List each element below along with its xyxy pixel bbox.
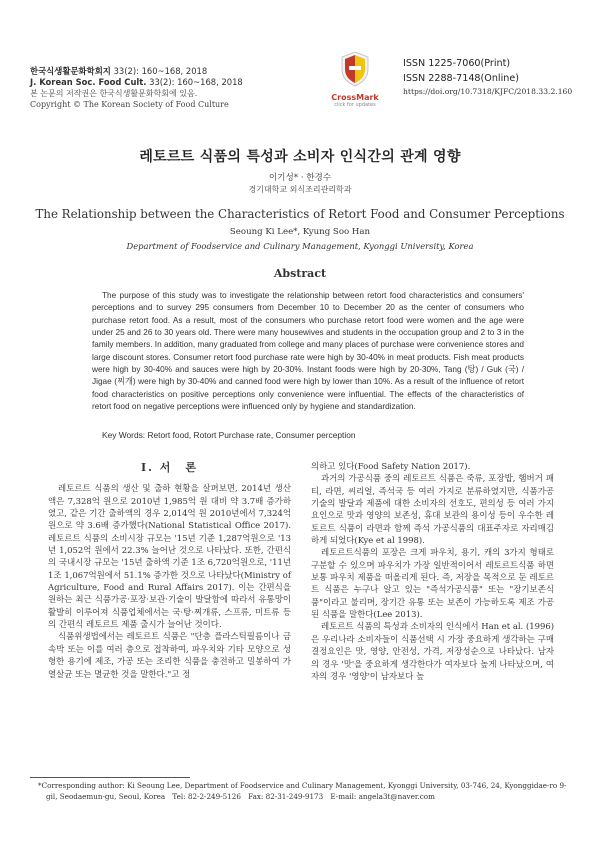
issn-block: [403, 56, 573, 98]
title-english: The Relationship between the Characteristics of Retort Food and Consumer Perceptions: [35, 207, 565, 221]
paragraph: 과거의 가공식품 중의 레토르트 식품은 죽류, 포장밥, 햄버거 패티, 라면, 씨리얼, 즉석국 등 여러 가지로 분류하였지만, 식품가공기술의 발달과 제품에 대한 소비자의 선호도, 편의성 등 여러 가지 요인으로 맛과 영양의 보존성, 휴대 보관의 용이성 등이 우수한 레토르트 식품이 라면과 함께 즉석 가공식품의 대표주자로 자리매김 하게 되었다(Kye et al 1998).: [311, 473, 554, 546]
journal-en-name: J. Korean Soc. Food Cult.: [30, 77, 147, 87]
title-korean: 레토르트 식품의 특성과 소비자 인식간의 관계 영향: [139, 149, 461, 165]
crossmark-badge[interactable]: [320, 50, 390, 108]
issn-online: ISSN 2288-7148(Online): [403, 73, 519, 84]
body-column-left: [48, 460, 291, 680]
corresponding-author-footnote: *Corresponding author: Ki Seoung Lee, Department of Foodservice and Culinary Management, Kyonggi University, 03-746, 24, Kyonggidae-ro 9-gil, Seodaemun-gu, Seoul, Korea Tel: 82-2-249-5126 Fax: 82-31-249-9173 E-mail: angela3t@naver.com: [38, 781, 567, 801]
license-note: 본 논문의 저작권은 한국식생활문화학회에 있음.: [30, 89, 198, 98]
crossmark-label: CrossMark: [331, 93, 379, 102]
paragraph: 레토르트식품의 포장은 크게 파우치, 용기, 캐의 3가지 형태로 구분할 수 있으며 파우치가 가장 일반적이어서 레토르트식품 하면 보통 파우치 제품을 떠올리게 된다. 즉, 저장을 목적으로 둔 레토르트 식품은 누구나 알고 있는 "즉석가공식품" 또는 "장기보존식품"이라고 불리며, 장기간 유통 또는 보존이 가능하도록 제조 가공된 식품을 말한다(Lee 2013).: [311, 547, 554, 620]
footnote-divider: [30, 777, 190, 778]
authors-korean: 이기성* · 한경수: [268, 173, 332, 183]
issn-print: ISSN 1225-7060(Print): [403, 58, 511, 69]
crossmark-icon: [338, 50, 372, 88]
paragraph: 식품위생법에서는 레토르트 식품은 "단층 플라스틱필름이나 금속박 또는 이를 여러 층으로 접착하여, 파우치와 기타 모양으로 성형한 용기에 제조, 가공 또는 조리한 식품을 충전하고 밀봉하여 가열살균 또는 멸균한 것을 말한다."고 정: [48, 631, 291, 679]
paragraph: 레토르트 식품의 특성과 소비자의 인식에서 Han et al. (1996)은 우리나라 소비자들이 식품선택 시 가장 중요하게 생각하는 구매 결정요인은 맛, 영양, 안전성, 가격, 저장성순으로 나타났다. 남자의 경우 '맛'을 중요하게 생각한다가 여자보다 높게 나타났으며, 여자의 경우 '영양'이 남자보다 높: [311, 621, 554, 681]
journal-en-ref: 33(2): 160~168, 2018: [146, 77, 243, 87]
journal-en-line: [30, 77, 310, 88]
section-heading-introduction: Ⅰ. 서 론: [140, 461, 199, 474]
crossmark-sub: click for updates: [334, 102, 376, 108]
keywords: Key Words: Retort food, Rotort Purchase rate, Consumer perception: [102, 430, 356, 440]
affiliation-english: Department of Foodservice and Culinary Management, Kyonggi University, Korea: [126, 241, 474, 251]
affiliation-korean: 경기대학교 외식조리관리학과: [248, 185, 352, 194]
journal-kr-ref: 33(2): 160~168, 2018: [110, 66, 208, 76]
journal-kr-line: [30, 66, 310, 77]
authors-english: Seoung Ki Lee*, Kyung Soo Han: [229, 227, 371, 237]
abstract-text: The purpose of this study was to investigate the relationship between retort food characteristics and consumers' perceptions and to survey 295 consumers from December 10 to December 20 as the center of consumers who purchase retort food. As a result, most of the consumers who purchase retort food were women and the age were under 25 and 26 to 30 years old. There were many housewives and students in the occupation group and 2 to 3 in the family members. In addition, many graduated from college and many places of purchase were convenience stores and large discount stores. Consumer retort food purchase rate were high by 30-40% in meat products. Fish meat products were high by 30-40% and sauces were high by 20-30%. Instant foods were high by 20-30%, Tang (탕) / Guk (국) / Jigae (찌개) were high by 30-40% and canned food were high by lower than 10%. As a result of the influence of retort food characteristics on positive perceptions only convenience were influential. The effects of the characteristics of retort food on negative perceptions were influenced only by hygiene and standardization.: [92, 291, 524, 412]
doi-link[interactable]: https://doi.org/10.7318/KJFC/2018.33.2.160: [403, 87, 573, 96]
paragraph: 레토르트 식품의 생산 및 출하 현황을 살펴보면, 2014년 생산액은 7,328억 원으로 2010년 1,985억 원 대비 약 3.7배 증가하였고, 같은 기간 출하액의 경우 2,014억 원 2010년에서 7,324억 원으로 약 3.6배 증가했다(National Statistical Office 2017). 레토르트 식품의 소비시장 규모는 '15년 기준 1,287억원으로 '13년 1,052억 원에서 22.3% 늘어난 것으로 나타났다. 또한, 간편식의 국내시장 규모는 '15년 출하액 기준 1조 6,720억원으로, '11년 1조 1,067억원에서 51.1% 증가한 것으로 나타났다(Ministry of Agriculture, Food and Rural Affairs 2017). 이는 간편식을 원하는 최근 식품가공·포장·보관·기술이 발달함에 따라서 유통망이 활발히 이루어져 식품업체에서는 국·탕·찌개류, 스프류, 미트류 등의 간편식 레토르트 제품 출시가 늘어난 것이다.: [48, 483, 291, 630]
abstract-heading: Abstract: [273, 267, 327, 280]
journal-header: [30, 66, 310, 110]
body-column-right: [311, 460, 554, 682]
paragraph: 의하고 있다(Food Safety Nation 2017).: [311, 461, 471, 471]
copyright-line: Copyright © The Korean Society of Food Culture: [30, 100, 229, 109]
journal-kr-name: 한국식생활문화학회지: [30, 66, 111, 76]
